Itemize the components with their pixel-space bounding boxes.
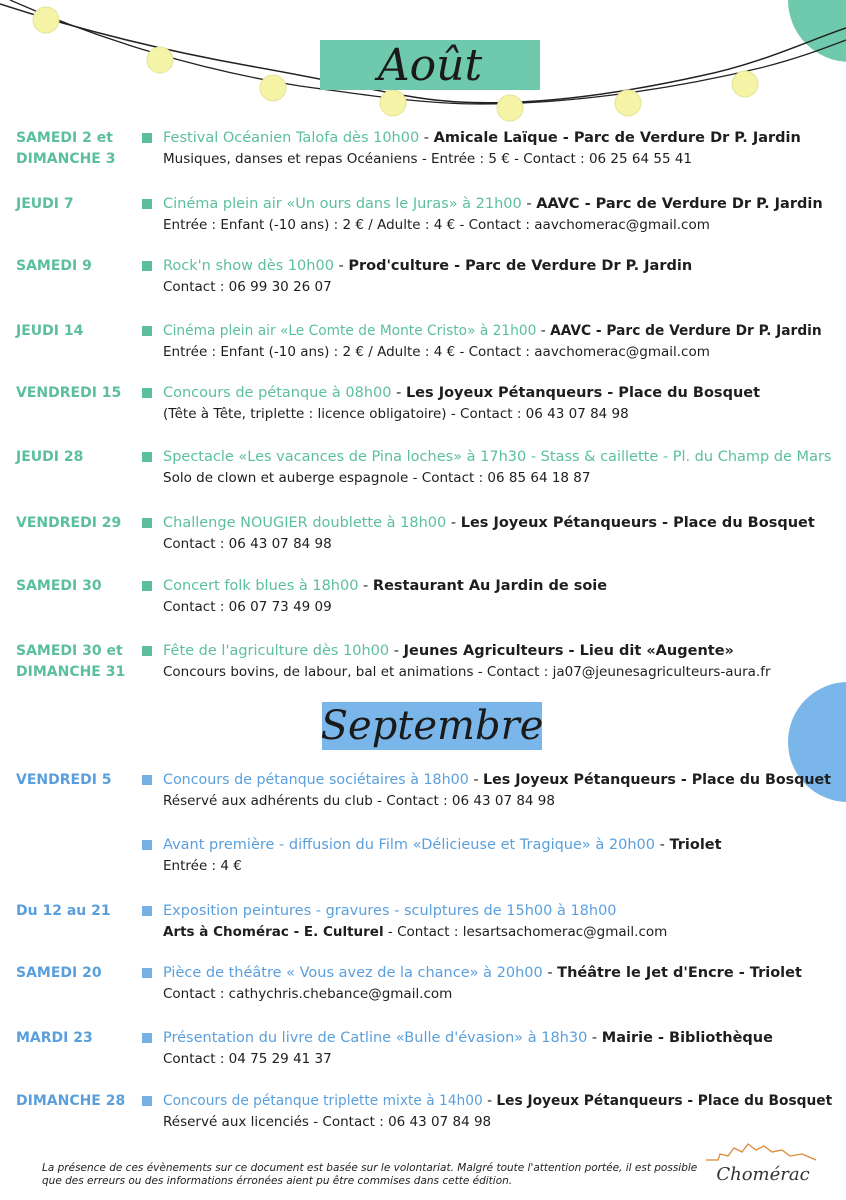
event-headline: [163, 770, 831, 791]
event-headline: [163, 321, 822, 342]
square-bullet-icon: [142, 840, 152, 850]
event-details: [163, 597, 332, 618]
event-date: VENDREDI 29: [16, 515, 122, 531]
event-organizer: Prod'culture - Parc de Verdure Dr P. Jardin: [348, 258, 693, 274]
light-bulb-icon: [260, 75, 286, 101]
event-date: SAMEDI 30 et DIMANCHE 31: [16, 643, 126, 680]
event-details-text: Entrée : 4 €: [163, 858, 242, 874]
square-bullet-icon: [142, 388, 152, 398]
light-bulb-icon: [380, 90, 406, 116]
square-bullet-icon: [142, 1096, 152, 1106]
event-title: Concours de pétanque triplette mixte à 14h00: [163, 1093, 483, 1109]
event-headline: [163, 1091, 832, 1112]
event-headline: [163, 383, 760, 404]
event-title: Festival Océanien Talofa dès 10h00: [163, 130, 420, 146]
event-headline: [163, 901, 617, 922]
event-organizer: Les Joyeux Pétanqueurs - Place du Bosquet: [460, 515, 815, 531]
light-bulb-icon: [615, 90, 641, 116]
event-date: SAMEDI 2 et DIMANCHE 3: [16, 130, 116, 167]
light-bulb-icon: [497, 95, 523, 121]
event-organizer: AAVC - Parc de Verdure Dr P. Jardin: [536, 196, 823, 212]
event-details: [163, 1049, 332, 1070]
event-date: VENDREDI 15: [16, 385, 122, 401]
event-date: SAMEDI 30: [16, 578, 102, 594]
event-details: [163, 984, 452, 1005]
event-details: [163, 215, 710, 236]
event-headline: [163, 1028, 773, 1049]
separator: -: [419, 130, 434, 146]
square-bullet-icon: [142, 775, 152, 785]
event-title: Cinéma plein air «Un ours dans le Juras» à 21h00: [163, 196, 522, 212]
event-details: [163, 856, 242, 877]
month-title-septembre: Septembre: [320, 703, 544, 749]
event-title: Challenge NOUGIER doublette à 18h00: [163, 515, 447, 531]
event-organizer: Les Joyeux Pétanqueurs - Place du Bosquet: [496, 1093, 833, 1109]
event-date: JEUDI 14: [16, 323, 84, 339]
light-bulb-icon: [147, 47, 173, 73]
event-details-text: Réservé aux adhérents du club - Contact : 06 43 07 84 98: [163, 793, 555, 809]
event-organizer: Triolet: [669, 837, 722, 853]
separator: -: [536, 323, 551, 339]
event-details-text: Musiques, danses et repas Océaniens - Entrée : 5 € - Contact : 06 25 64 55 41: [163, 151, 693, 167]
square-bullet-icon: [142, 968, 152, 978]
square-bullet-icon: [142, 1033, 152, 1043]
separator: -: [542, 965, 558, 981]
event-date: JEUDI 7: [16, 196, 74, 212]
separator: -: [521, 196, 537, 212]
event-details: [163, 662, 771, 683]
event-organizer: Théâtre le Jet d'Encre - Triolet: [557, 965, 802, 981]
separator: -: [391, 385, 406, 401]
square-bullet-icon: [142, 261, 152, 271]
event-title: Rock'n show dès 10h00: [163, 258, 334, 274]
separator: -: [654, 837, 670, 853]
separator: -: [333, 258, 349, 274]
event-details-text: Concours bovins, de labour, bal et animations - Contact : ja07@jeunesagriculteurs-aura.fr: [163, 664, 771, 680]
event-organizer: Jeunes Agriculteurs - Lieu dit «Augente»: [403, 643, 734, 659]
event-details-text: Entrée : Enfant (-10 ans) : 2 € / Adulte : 4 € - Contact : aavchomerac@gmail.com: [163, 217, 710, 233]
light-bulb-icon: [732, 71, 758, 97]
event-title: Présentation du livre de Catline «Bulle d'évasion» à 18h30: [163, 1030, 588, 1046]
event-details-text: Contact : 06 99 30 26 07: [163, 279, 332, 295]
event-organizer: AAVC - Parc de Verdure Dr P. Jardin: [550, 323, 822, 339]
event-title: Spectacle «Les vacances de Pina loches» à 17h30 - Stass & caillette - Pl. du Champ de Mars: [163, 449, 832, 465]
event-title: Pièce de théâtre « Vous avez de la chance» à 20h00: [163, 965, 543, 981]
event-date: Du 12 au 21: [16, 903, 111, 919]
event-headline: [163, 194, 823, 215]
separator: -: [482, 1093, 497, 1109]
event-headline: [163, 513, 815, 534]
event-details: [163, 1112, 491, 1133]
event-title: Fête de l'agriculture dès 10h00: [163, 643, 390, 659]
separator: -: [389, 643, 404, 659]
event-details: [163, 922, 667, 943]
event-details-text: - Contact : lesartsachomerac@gmail.com: [383, 924, 668, 940]
event-headline: [163, 447, 831, 468]
event-headline: [163, 128, 801, 149]
event-organizer: Restaurant Au Jardin de soie: [372, 578, 608, 594]
event-date: JEUDI 28: [16, 449, 84, 465]
square-bullet-icon: [142, 518, 152, 528]
square-bullet-icon: [142, 452, 152, 462]
event-details: [163, 149, 692, 170]
event-headline: [163, 835, 722, 856]
separator: -: [468, 772, 483, 788]
event-date: VENDREDI 5: [16, 772, 112, 788]
chomerac-logo: [698, 1140, 828, 1190]
event-date: SAMEDI 9: [16, 258, 92, 274]
event-details-text: (Tête à Tête, triplette : licence obligatoire) - Contact : 06 43 07 84 98: [163, 406, 629, 422]
light-bulb-icon: [33, 7, 59, 33]
separator: -: [587, 1030, 602, 1046]
event-headline: [163, 641, 734, 662]
separator: -: [446, 515, 461, 531]
event-organizer: Mairie - Bibliothèque: [601, 1030, 773, 1046]
event-headline: [163, 256, 692, 277]
event-details-text: Contact : 06 43 07 84 98: [163, 536, 332, 552]
event-details-text: Contact : 06 07 73 49 09: [163, 599, 332, 615]
square-bullet-icon: [142, 133, 152, 143]
separator: -: [358, 578, 373, 594]
event-details: [163, 404, 629, 425]
square-bullet-icon: [142, 581, 152, 591]
event-details-text: Entrée : Enfant (-10 ans) : 2 € / Adulte : 4 € - Contact : aavchomerac@gmail.com: [163, 344, 710, 360]
event-details: [163, 277, 332, 298]
square-bullet-icon: [142, 646, 152, 656]
event-headline: [163, 963, 802, 984]
event-title: Exposition peintures - gravures - sculptures de 15h00 à 18h00: [163, 903, 617, 919]
month-title-aout: Août: [320, 40, 540, 90]
event-details: [163, 791, 555, 812]
event-date: SAMEDI 20: [16, 965, 102, 981]
square-bullet-icon: [142, 906, 152, 916]
event-organizer: Les Joyeux Pétanqueurs - Place du Bosquet: [483, 772, 831, 788]
event-date: MARDI 23: [16, 1030, 93, 1046]
logo-text: Chomérac: [716, 1164, 810, 1185]
event-title: Avant première - diffusion du Film «Délicieuse et Tragique» à 20h00: [163, 837, 655, 853]
disclaimer: La présence de ces évènements sur ce document est basée sur le volontariat. Malgré toute l'attention portée, il est possible que des erreurs ou des informations érronées aient pu être commises dans cette édition.: [42, 1162, 698, 1187]
square-bullet-icon: [142, 326, 152, 336]
event-details: [163, 534, 332, 555]
event-details-text: Contact : 04 75 29 41 37: [163, 1051, 332, 1067]
event-details-text: Contact : cathychris.chebance@gmail.com: [163, 986, 453, 1002]
event-headline: [163, 576, 607, 597]
event-title: Cinéma plein air «Le Comte de Monte Cristo» à 21h00: [163, 323, 537, 339]
event-organizer: Les Joyeux Pétanqueurs - Place du Bosquet: [405, 385, 761, 401]
event-details-text: Réservé aux licenciés - Contact : 06 43 07 84 98: [163, 1114, 492, 1130]
event-details-organizer: Arts à Chomérac - E. Culturel: [163, 924, 384, 940]
event-title: Concours de pétanque à 08h00: [163, 385, 392, 401]
event-organizer: Amicale Laïque - Parc de Verdure Dr P. Jardin: [433, 130, 801, 146]
event-details: [163, 342, 710, 363]
event-details: [163, 468, 590, 489]
event-details-text: Solo de clown et auberge espagnole - Contact : 06 85 64 18 87: [163, 470, 591, 486]
event-title: Concours de pétanque sociétaires à 18h00: [163, 772, 469, 788]
event-date: DIMANCHE 28: [16, 1093, 126, 1109]
square-bullet-icon: [142, 199, 152, 209]
event-title: Concert folk blues à 18h00: [163, 578, 359, 594]
